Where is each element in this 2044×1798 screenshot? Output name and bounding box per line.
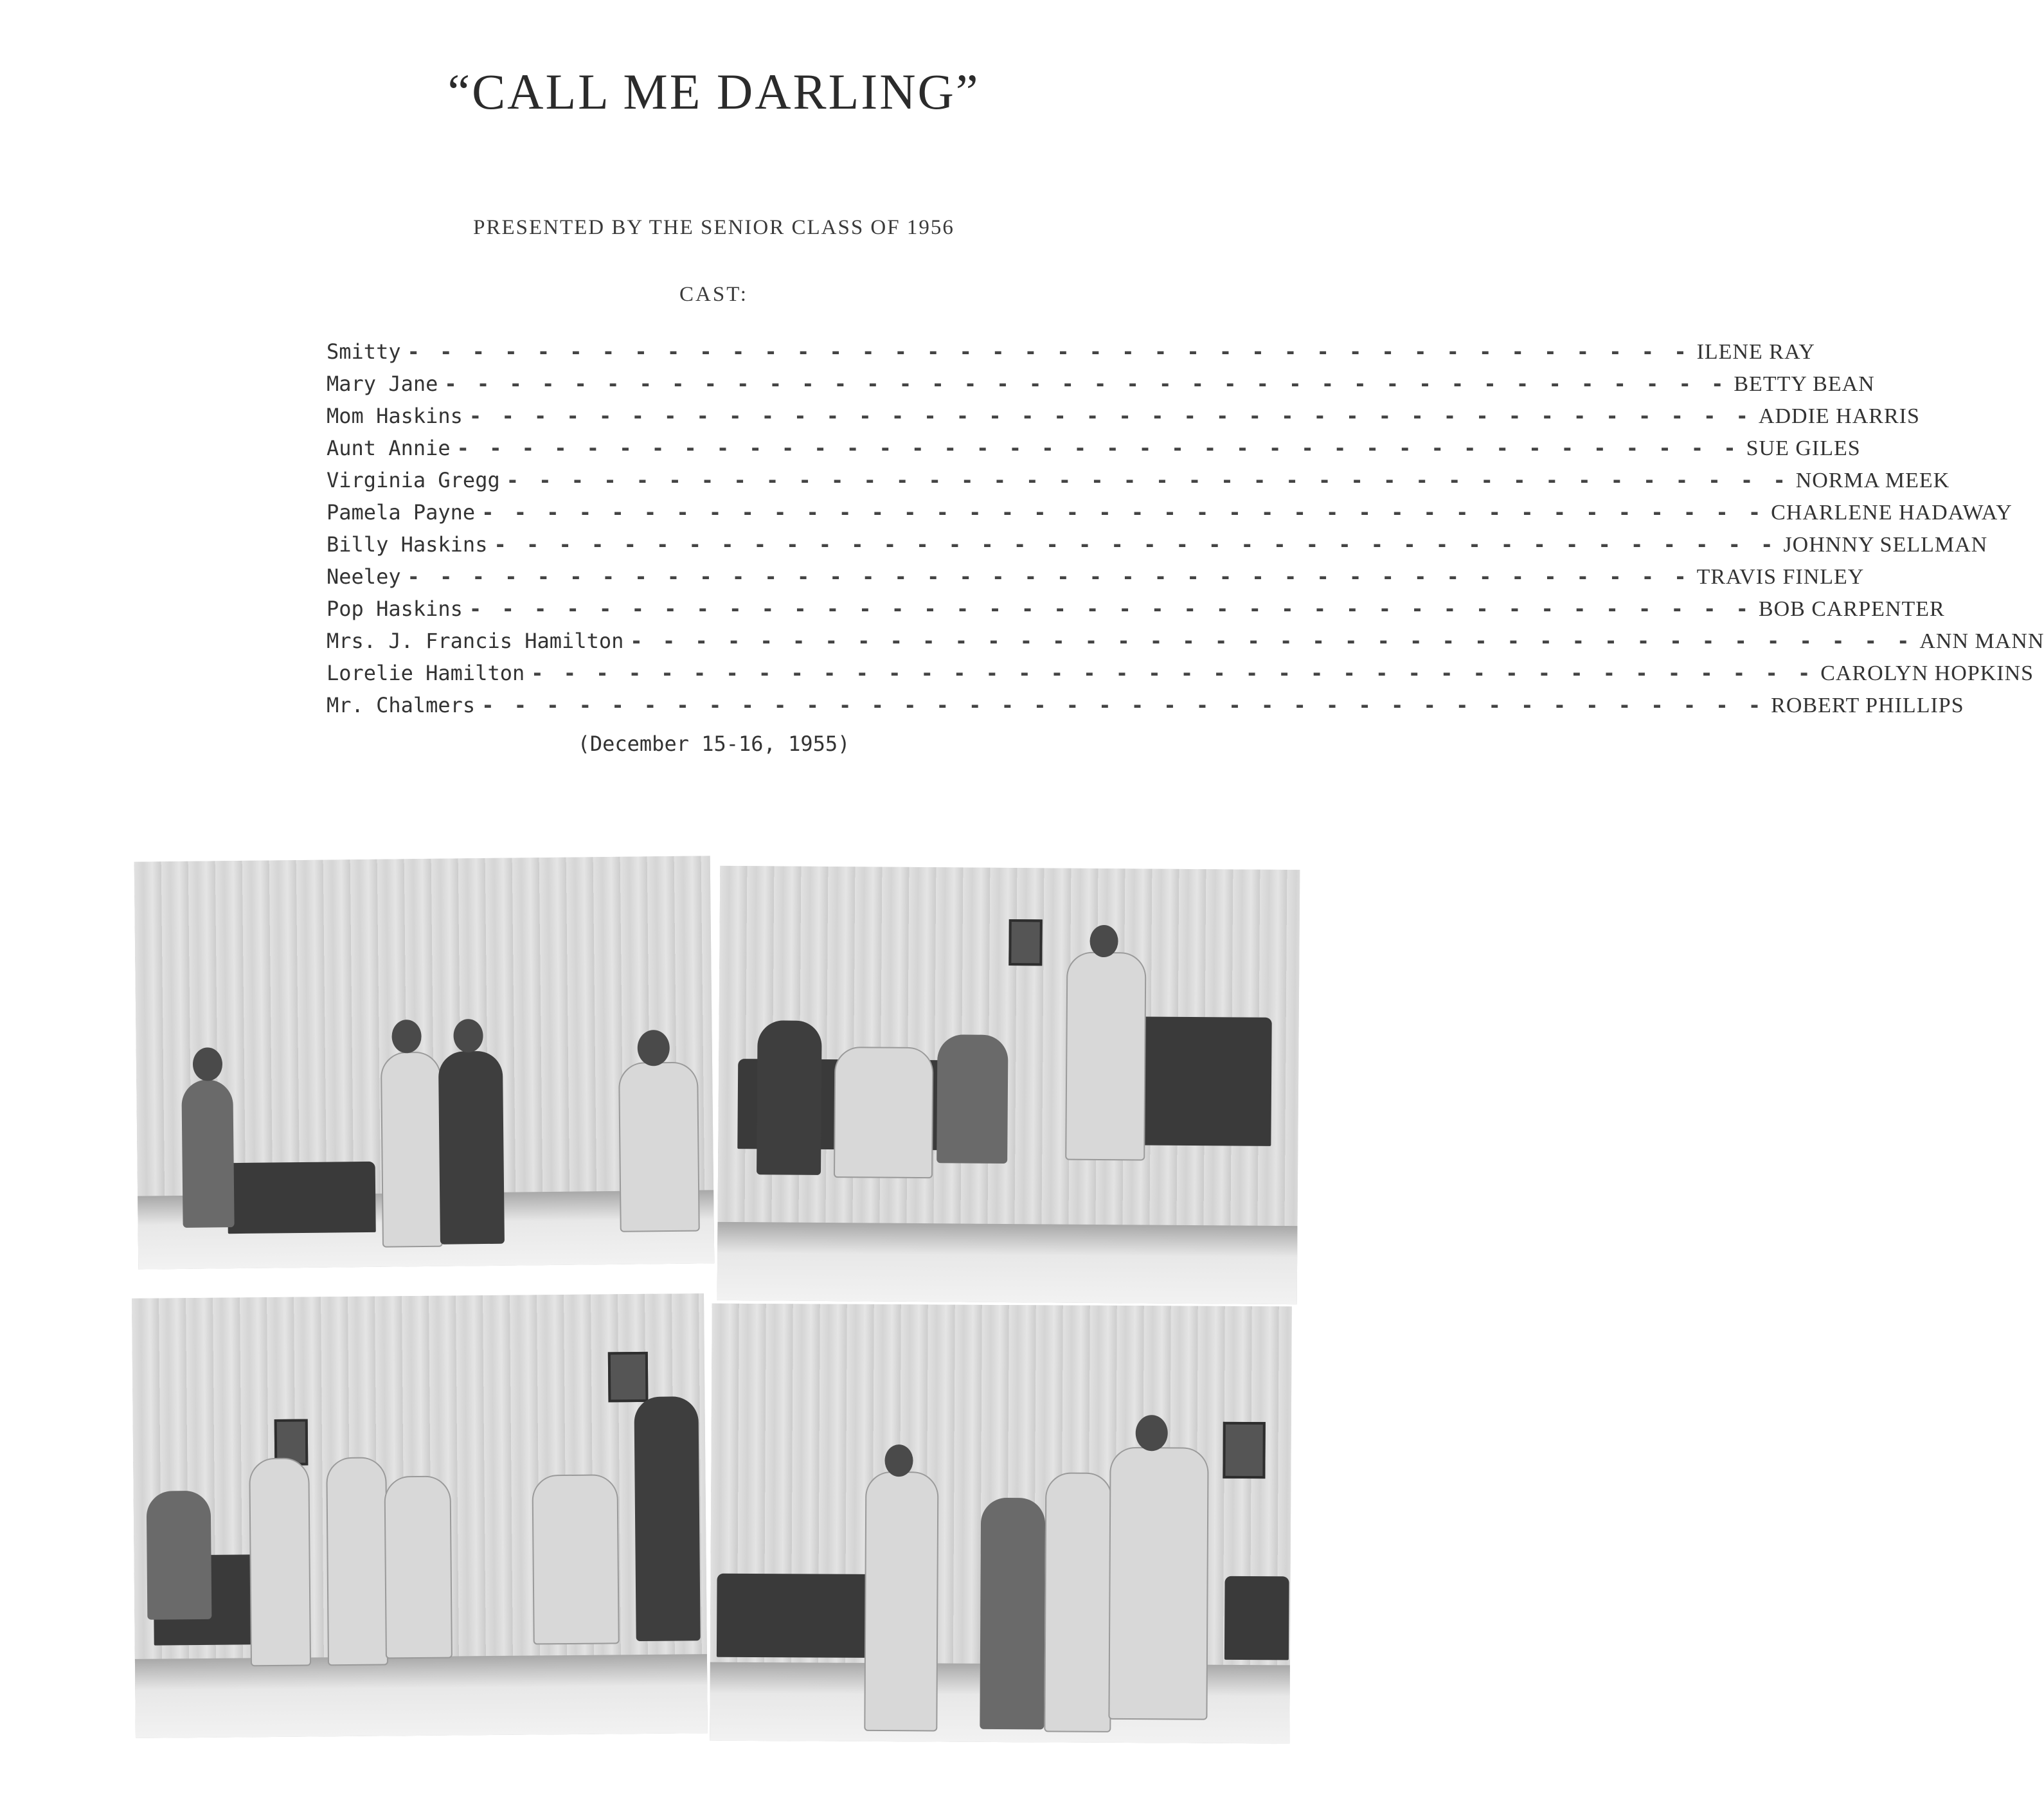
cast-actor: CHARLENE HADAWAY xyxy=(1771,501,2013,525)
dot-leader: - - - - - - - - - - - - - - - - - - - - - - - - - - - - - - - - - - - - - - - - xyxy=(469,404,1752,428)
actor-figure xyxy=(1044,1472,1112,1732)
stage-photo-top-left xyxy=(134,856,715,1269)
cast-actor: BETTY BEAN xyxy=(1734,372,1875,396)
sofa xyxy=(228,1162,376,1234)
cast-row xyxy=(327,693,1964,725)
wall-picture xyxy=(1223,1422,1265,1479)
cast-role: Aunt Annie xyxy=(327,436,451,460)
cast-row xyxy=(327,436,1861,468)
actor-figure xyxy=(937,1034,1008,1164)
cast-actor: BOB CARPENTER xyxy=(1758,597,1945,621)
dot-leader: - - - - - - - - - - - - - - - - - - - - - - - - - - - - - - - - - - - - - - - - xyxy=(407,564,1690,589)
actor-figure xyxy=(618,1062,700,1232)
wall-picture xyxy=(608,1352,649,1403)
stage-photo-bottom-left xyxy=(132,1293,708,1738)
actor-head xyxy=(1089,925,1118,957)
cast-row xyxy=(327,564,1865,597)
cast-list xyxy=(327,339,2044,725)
page-title: “CALL ME DARLING” xyxy=(447,64,980,120)
cast-actor: JOHNNY SELLMAN xyxy=(1783,533,1988,557)
actor-figure xyxy=(757,1020,822,1175)
cast-role: Mr. Chalmers xyxy=(327,693,476,717)
dot-leader: - - - - - - - - - - - - - - - - - - - - - - - - - - - - - - - - - - - - - - - - xyxy=(481,693,1765,717)
cast-row xyxy=(327,404,1920,436)
stage-photo-top-right xyxy=(717,866,1300,1304)
dot-leader: - - - - - - - - - - - - - - - - - - - - - - - - - - - - - - - - - - - - - - - - xyxy=(531,661,1815,685)
actor-figure xyxy=(864,1471,938,1732)
actor-head xyxy=(193,1047,223,1081)
cast-row xyxy=(327,500,2013,532)
cast-row xyxy=(327,372,1875,404)
actor-figure xyxy=(249,1457,311,1666)
actor-head xyxy=(1136,1415,1168,1451)
stage-photo-bottom-right xyxy=(710,1304,1292,1744)
dot-leader: - - - - - - - - - - - - - - - - - - - - - - - - - - - - - - - - - - - - - - - - xyxy=(407,339,1690,364)
cast-heading: CAST: xyxy=(679,283,748,306)
stage-floor xyxy=(135,1654,708,1738)
cast-role: Smitty xyxy=(327,339,401,364)
cast-row xyxy=(327,468,1950,500)
dot-leader: - - - - - - - - - - - - - - - - - - - - - - - - - - - - - - - - - - - - - - - - xyxy=(481,500,1765,525)
cast-role: Neeley xyxy=(327,564,401,589)
cast-actor: SUE GILES xyxy=(1746,436,1861,460)
dot-leader: - - - - - - - - - - - - - - - - - - - - - - - - - - - - - - - - - - - - - - - - xyxy=(494,532,1777,557)
actor-figure xyxy=(384,1476,452,1659)
cast-role: Billy Haskins xyxy=(327,532,488,557)
dot-leader: - - - - - - - - - - - - - - - - - - - - - - - - - - - - - - - - - - - - - - - - xyxy=(630,629,1914,653)
actor-figure xyxy=(1065,952,1146,1161)
cast-actor: CAROLYN HOPKINS xyxy=(1820,661,2034,685)
cast-row xyxy=(327,339,1815,372)
cast-row xyxy=(327,629,2044,661)
cast-row xyxy=(327,532,1988,564)
cast-actor: NORMA MEEK xyxy=(1795,469,1950,492)
cast-actor: ROBERT PHILLIPS xyxy=(1771,694,1964,717)
actor-head xyxy=(637,1030,670,1066)
actor-figure xyxy=(980,1498,1045,1730)
actor-figure xyxy=(181,1079,234,1228)
cast-role: Pamela Payne xyxy=(327,500,476,525)
sofa xyxy=(717,1574,872,1658)
cast-role: Lorelie Hamilton xyxy=(327,661,525,685)
cast-actor: TRAVIS FINLEY xyxy=(1696,565,1865,589)
dot-leader: - - - - - - - - - - - - - - - - - - - - - - - - - - - - - - - - - - - - - - - - xyxy=(469,597,1752,621)
actor-head xyxy=(391,1020,422,1053)
actor-figure xyxy=(1108,1447,1208,1720)
dot-leader: - - - - - - - - - - - - - - - - - - - - - - - - - - - - - - - - - - - - - - - - xyxy=(444,372,1728,396)
actor-head xyxy=(453,1019,483,1052)
presented-by: PRESENTED BY THE SENIOR CLASS OF 1956 xyxy=(473,216,955,239)
actor-figure xyxy=(381,1052,443,1248)
armchair xyxy=(1224,1576,1289,1660)
performance-date: (December 15-16, 1955) xyxy=(577,732,850,756)
actor-figure xyxy=(634,1396,700,1641)
actor-head xyxy=(884,1444,913,1477)
actor-figure xyxy=(532,1474,619,1644)
actor-figure xyxy=(438,1051,505,1245)
dot-leader: - - - - - - - - - - - - - - - - - - - - - - - - - - - - - - - - - - - - - - - - xyxy=(456,436,1740,460)
actor-figure xyxy=(834,1047,933,1178)
dot-leader: - - - - - - - - - - - - - - - - - - - - - - - - - - - - - - - - - - - - - - - - xyxy=(506,468,1789,492)
cast-actor: ILENE RAY xyxy=(1696,340,1815,364)
cast-actor: ADDIE HARRIS xyxy=(1758,404,1920,428)
cast-role: Mrs. J. Francis Hamilton xyxy=(327,629,624,653)
actor-figure xyxy=(147,1491,212,1620)
cast-role: Virginia Gregg xyxy=(327,468,500,492)
cast-role: Mary Jane xyxy=(327,372,438,396)
cast-row xyxy=(327,661,2034,693)
stage-floor xyxy=(717,1222,1298,1304)
wall-picture xyxy=(1009,919,1043,966)
cast-role: Pop Haskins xyxy=(327,597,463,621)
cast-row xyxy=(327,597,1945,629)
cast-actor: ANN MANN xyxy=(1919,629,2044,653)
cast-role: Mom Haskins xyxy=(327,404,463,428)
actor-figure xyxy=(326,1457,388,1666)
